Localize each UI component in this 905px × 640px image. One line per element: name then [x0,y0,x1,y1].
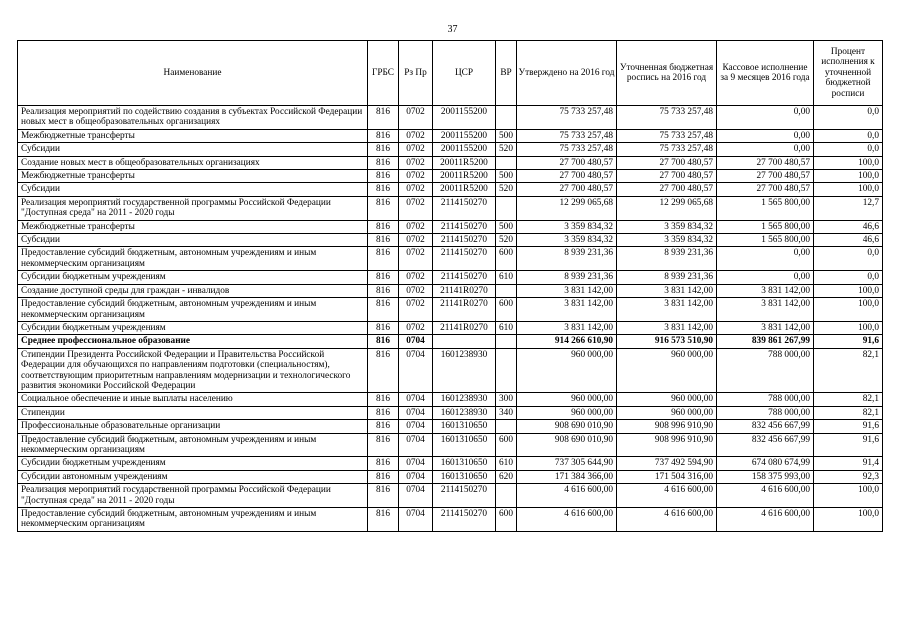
cell-percent: 100,0 [814,156,883,169]
cell-refined: 960 000,00 [617,406,717,419]
table-row [18,420,883,433]
cell-vr: 520 [496,143,517,156]
cell-cash: 158 375 993,00 [717,470,814,483]
cell-name: Предоставление субсидий бюджетным, автономным учреждениям и иным некоммерческим организациям [18,508,368,532]
cell-csr: 20011R5200 [433,183,496,196]
cell-cash: 788 000,00 [717,348,814,393]
cell-vr [496,420,517,433]
cell-name: Реализация мероприятий государственной программы Российской Федерации "Доступная среда" на 2011 - 2020 годы [18,484,368,508]
cell-name: Создание новых мест в общеобразовательных организациях [18,156,368,169]
cell-vr: 600 [496,298,517,322]
cell-csr: 1601238930 [433,393,496,406]
cell-cash: 674 080 674,99 [717,457,814,470]
cell-refined: 27 700 480,57 [617,156,717,169]
cell-name: Межбюджетные трансферты [18,220,368,233]
cell-grbs: 816 [368,420,399,433]
cell-grbs: 816 [368,143,399,156]
cell-rz-pr: 0704 [399,335,433,348]
cell-csr: 1601310650 [433,470,496,483]
cell-grbs: 816 [368,247,399,271]
cell-rz-pr: 0704 [399,406,433,419]
header-refined: Уточненная бюджетная роспись на 2016 год [617,41,717,106]
cell-approved: 75 733 257,48 [517,129,617,142]
cell-cash: 1 565 800,00 [717,220,814,233]
cell-rz-pr: 0702 [399,143,433,156]
cell-grbs: 816 [368,433,399,457]
cell-name: Предоставление субсидий бюджетным, автономным учреждениям и иным некоммерческим организациям [18,247,368,271]
header-approved: Утверждено на 2016 год [517,41,617,106]
cell-grbs: 816 [368,484,399,508]
cell-name: Профессиональные образовательные организации [18,420,368,433]
table-row [18,298,883,322]
cell-approved: 75 733 257,48 [517,106,617,130]
table-row [18,196,883,220]
cell-refined: 4 616 600,00 [617,508,717,532]
cell-refined: 737 492 594,90 [617,457,717,470]
cell-name: Реализация мероприятий по содействию создания в субъектах Российской Федерации новых мест в общеобразовательных организациях [18,106,368,130]
cell-approved: 8 939 231,36 [517,247,617,271]
table-row [18,433,883,457]
cell-rz-pr: 0702 [399,247,433,271]
cell-percent: 82,1 [814,348,883,393]
cell-rz-pr: 0702 [399,321,433,334]
cell-refined: 3 359 834,32 [617,220,717,233]
cell-percent: 0,0 [814,247,883,271]
cell-refined: 75 733 257,48 [617,143,717,156]
cell-name: Реализация мероприятий государственной программы Российской Федерации "Доступная среда" на 2011 - 2020 годы [18,196,368,220]
cell-vr [496,284,517,297]
cell-percent: 46,6 [814,234,883,247]
cell-grbs: 816 [368,183,399,196]
cell-vr: 610 [496,271,517,284]
cell-csr: 2114150270 [433,508,496,532]
page-number: 37 [447,24,458,35]
cell-name: Субсидии бюджетным учреждениям [18,271,368,284]
cell-vr: 340 [496,406,517,419]
cell-refined: 75 733 257,48 [617,129,717,142]
cell-rz-pr: 0704 [399,457,433,470]
cell-refined: 4 616 600,00 [617,484,717,508]
cell-refined: 75 733 257,48 [617,106,717,130]
cell-approved: 3 831 142,00 [517,284,617,297]
cell-percent: 0,0 [814,106,883,130]
cell-cash: 3 831 142,00 [717,284,814,297]
cell-refined: 960 000,00 [617,348,717,393]
cell-refined: 12 299 065,68 [617,196,717,220]
cell-grbs: 816 [368,170,399,183]
cell-vr: 500 [496,170,517,183]
cell-vr [496,106,517,130]
cell-rz-pr: 0702 [399,156,433,169]
cell-vr: 300 [496,393,517,406]
header-rz-pr: Рз Пр [399,41,433,106]
cell-approved: 75 733 257,48 [517,143,617,156]
cell-vr: 500 [496,220,517,233]
cell-rz-pr: 0702 [399,298,433,322]
cell-approved: 171 384 366,00 [517,470,617,483]
table-row [18,284,883,297]
cell-name: Стипендии Президента Российской Федерации и Правительства Российской Федерации для обучающихся по направлениям подготовки (специальностям), соответствующим приоритетным направлениям модернизации и технологического развития экономики Российской Федерации [18,348,368,393]
cell-csr: 1601238930 [433,406,496,419]
cell-approved: 960 000,00 [517,348,617,393]
cell-approved: 27 700 480,57 [517,170,617,183]
cell-vr: 620 [496,470,517,483]
header-csr: ЦСР [433,41,496,106]
cell-grbs: 816 [368,470,399,483]
cell-percent: 91,6 [814,433,883,457]
cell-approved: 3 359 834,32 [517,234,617,247]
cell-refined: 3 359 834,32 [617,234,717,247]
cell-name: Субсидии автономным учреждениям [18,470,368,483]
table-row [18,484,883,508]
cell-vr [496,348,517,393]
cell-percent: 0,0 [814,129,883,142]
cell-csr: 2114150270 [433,196,496,220]
cell-refined: 27 700 480,57 [617,170,717,183]
header-percent: Процент исполнения к уточненной бюджетной росписи [814,41,883,106]
cell-vr: 600 [496,433,517,457]
cell-rz-pr: 0704 [399,470,433,483]
cell-name: Предоставление субсидий бюджетным, автономным учреждениям и иным некоммерческим организациям [18,298,368,322]
cell-cash: 0,00 [717,143,814,156]
cell-percent: 12,7 [814,196,883,220]
cell-csr [433,335,496,348]
cell-cash: 832 456 667,99 [717,433,814,457]
budget-table [17,40,883,532]
cell-refined: 908 996 910,90 [617,420,717,433]
cell-vr [496,484,517,508]
cell-refined: 960 000,00 [617,393,717,406]
cell-grbs: 816 [368,284,399,297]
cell-rz-pr: 0702 [399,106,433,130]
cell-cash: 27 700 480,57 [717,183,814,196]
cell-name: Субсидии бюджетным учреждениям [18,457,368,470]
table-row [18,106,883,130]
cell-vr: 610 [496,321,517,334]
table-row [18,220,883,233]
cell-percent: 100,0 [814,170,883,183]
table-row [18,170,883,183]
table-row [18,156,883,169]
cell-percent: 100,0 [814,484,883,508]
cell-grbs: 816 [368,457,399,470]
cell-approved: 12 299 065,68 [517,196,617,220]
cell-grbs: 816 [368,335,399,348]
cell-approved: 908 690 010,90 [517,420,617,433]
cell-percent: 0,0 [814,271,883,284]
cell-csr: 21141R0270 [433,321,496,334]
cell-name: Среднее профессиональное образование [18,335,368,348]
cell-cash: 1 565 800,00 [717,196,814,220]
cell-grbs: 816 [368,106,399,130]
cell-name: Межбюджетные трансферты [18,170,368,183]
table-row [18,234,883,247]
table-row [18,321,883,334]
cell-cash: 788 000,00 [717,406,814,419]
cell-rz-pr: 0704 [399,433,433,457]
cell-refined: 908 996 910,90 [617,433,717,457]
cell-name: Стипендии [18,406,368,419]
cell-approved: 27 700 480,57 [517,183,617,196]
cell-name: Предоставление субсидий бюджетным, автономным учреждениям и иным некоммерческим организациям [18,433,368,457]
cell-percent: 82,1 [814,393,883,406]
cell-cash: 3 831 142,00 [717,298,814,322]
cell-approved: 27 700 480,57 [517,156,617,169]
cell-csr: 2114150270 [433,484,496,508]
header-vr: ВР [496,41,517,106]
cell-percent: 0,0 [814,143,883,156]
cell-grbs: 816 [368,348,399,393]
cell-approved: 4 616 600,00 [517,508,617,532]
cell-rz-pr: 0704 [399,348,433,393]
cell-name: Межбюджетные трансферты [18,129,368,142]
cell-csr: 20011R5200 [433,156,496,169]
cell-csr: 2114150270 [433,220,496,233]
cell-percent: 82,1 [814,406,883,419]
cell-approved: 737 305 644,90 [517,457,617,470]
table-row [18,470,883,483]
cell-grbs: 816 [368,234,399,247]
cell-grbs: 816 [368,393,399,406]
cell-csr: 2114150270 [433,234,496,247]
cell-grbs: 816 [368,271,399,284]
table-row [18,129,883,142]
cell-cash: 839 861 267,99 [717,335,814,348]
cell-rz-pr: 0702 [399,129,433,142]
cell-vr: 520 [496,183,517,196]
header-grbs: ГРБС [368,41,399,106]
cell-csr: 1601310650 [433,420,496,433]
cell-grbs: 816 [368,156,399,169]
header-name: Наименование [18,41,368,106]
cell-cash: 3 831 142,00 [717,321,814,334]
table-header-row [18,41,883,106]
cell-vr: 610 [496,457,517,470]
cell-approved: 3 831 142,00 [517,298,617,322]
table-row [18,348,883,393]
cell-percent: 100,0 [814,321,883,334]
table-row [18,143,883,156]
cell-approved: 3 831 142,00 [517,321,617,334]
cell-rz-pr: 0704 [399,393,433,406]
cell-csr: 2001155200 [433,143,496,156]
cell-approved: 908 690 010,90 [517,433,617,457]
table-row [18,508,883,532]
cell-percent: 46,6 [814,220,883,233]
cell-refined: 8 939 231,36 [617,247,717,271]
cell-vr [496,335,517,348]
cell-grbs: 816 [368,406,399,419]
cell-rz-pr: 0702 [399,234,433,247]
cell-cash: 4 616 600,00 [717,508,814,532]
cell-name: Субсидии [18,234,368,247]
cell-csr: 21141R0270 [433,284,496,297]
cell-grbs: 816 [368,129,399,142]
cell-csr: 2114150270 [433,247,496,271]
cell-rz-pr: 0704 [399,484,433,508]
cell-vr: 500 [496,129,517,142]
cell-csr: 21141R0270 [433,298,496,322]
cell-csr: 20011R5200 [433,170,496,183]
cell-cash: 0,00 [717,247,814,271]
cell-cash: 0,00 [717,106,814,130]
table-row [18,335,883,348]
cell-cash: 27 700 480,57 [717,156,814,169]
cell-vr [496,156,517,169]
cell-rz-pr: 0702 [399,220,433,233]
table-row [18,393,883,406]
cell-percent: 100,0 [814,183,883,196]
cell-approved: 960 000,00 [517,406,617,419]
cell-percent: 100,0 [814,284,883,297]
table-row [18,247,883,271]
cell-rz-pr: 0702 [399,170,433,183]
cell-vr: 520 [496,234,517,247]
cell-csr: 2001155200 [433,129,496,142]
cell-percent: 91,6 [814,335,883,348]
cell-percent: 91,6 [814,420,883,433]
cell-rz-pr: 0704 [399,508,433,532]
cell-name: Субсидии бюджетным учреждениям [18,321,368,334]
cell-name: Субсидии [18,183,368,196]
cell-approved: 8 939 231,36 [517,271,617,284]
cell-cash: 27 700 480,57 [717,170,814,183]
cell-csr: 2001155200 [433,106,496,130]
cell-csr: 1601310650 [433,433,496,457]
cell-cash: 1 565 800,00 [717,234,814,247]
cell-refined: 27 700 480,57 [617,183,717,196]
cell-cash: 832 456 667,99 [717,420,814,433]
cell-approved: 914 266 610,90 [517,335,617,348]
cell-approved: 960 000,00 [517,393,617,406]
cell-rz-pr: 0702 [399,284,433,297]
cell-percent: 91,4 [814,457,883,470]
header-cash: Кассовое исполнение за 9 месяцев 2016 года [717,41,814,106]
cell-csr: 2114150270 [433,271,496,284]
cell-grbs: 816 [368,196,399,220]
cell-grbs: 816 [368,508,399,532]
cell-rz-pr: 0704 [399,420,433,433]
table-row [18,183,883,196]
cell-refined: 171 504 316,00 [617,470,717,483]
cell-vr [496,196,517,220]
table-row [18,271,883,284]
cell-grbs: 816 [368,220,399,233]
cell-percent: 100,0 [814,298,883,322]
cell-refined: 3 831 142,00 [617,284,717,297]
cell-rz-pr: 0702 [399,183,433,196]
cell-refined: 3 831 142,00 [617,298,717,322]
cell-cash: 0,00 [717,271,814,284]
cell-grbs: 816 [368,321,399,334]
cell-csr: 1601310650 [433,457,496,470]
cell-approved: 4 616 600,00 [517,484,617,508]
cell-refined: 8 939 231,36 [617,271,717,284]
cell-approved: 3 359 834,32 [517,220,617,233]
cell-grbs: 816 [368,298,399,322]
cell-refined: 916 573 510,90 [617,335,717,348]
cell-vr: 600 [496,508,517,532]
cell-percent: 92,3 [814,470,883,483]
cell-csr: 1601238930 [433,348,496,393]
cell-percent: 100,0 [814,508,883,532]
table-row [18,457,883,470]
cell-rz-pr: 0702 [399,196,433,220]
cell-cash: 788 000,00 [717,393,814,406]
table-row [18,406,883,419]
cell-name: Создание доступной среды для граждан - инвалидов [18,284,368,297]
cell-cash: 0,00 [717,129,814,142]
cell-vr: 600 [496,247,517,271]
cell-cash: 4 616 600,00 [717,484,814,508]
cell-refined: 3 831 142,00 [617,321,717,334]
cell-name: Субсидии [18,143,368,156]
cell-rz-pr: 0702 [399,271,433,284]
cell-name: Социальное обеспечение и иные выплаты населению [18,393,368,406]
